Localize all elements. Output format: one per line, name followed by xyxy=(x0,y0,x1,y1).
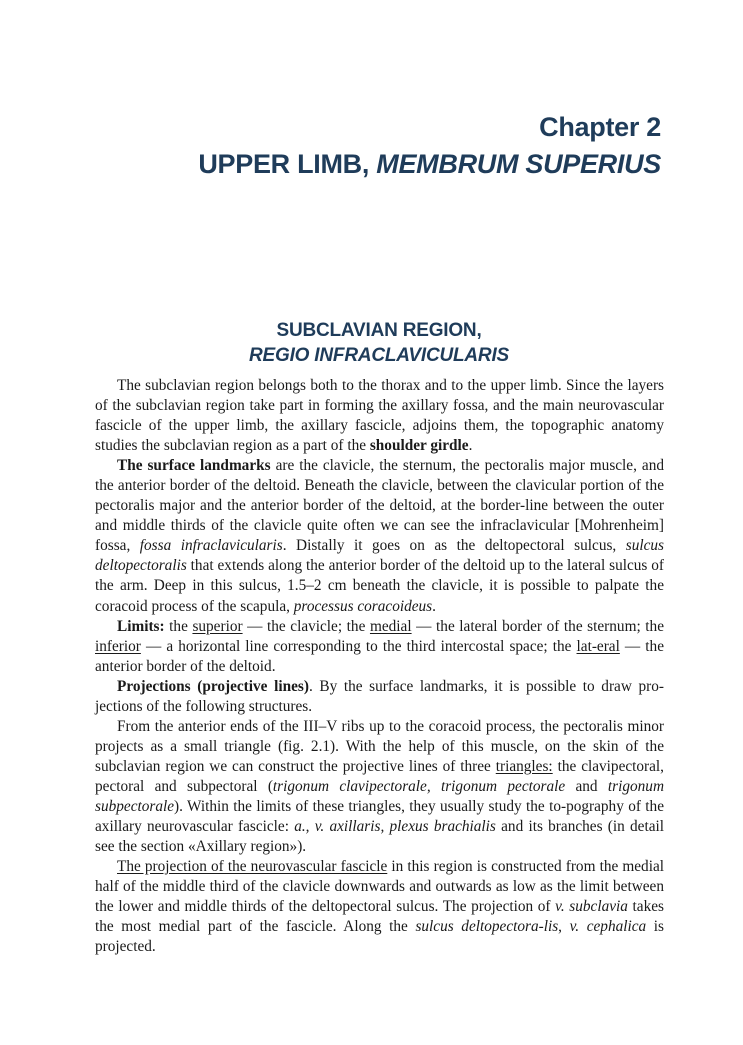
text-run: and xyxy=(565,777,608,795)
paragraph-limits xyxy=(95,617,664,677)
latin-term: v. subclavia xyxy=(555,898,628,916)
text-run: The subclavian region belongs both to the thorax and to the upper limb. Since the layers of the subclavian region take part in forming the axillary fossa, and the main neurovascular fascicle of the upper limb, the axillary fascicle, adjoins them, the topographic anatomy studies the subclavian region as a part of the xyxy=(95,377,664,455)
underlined-term: medial xyxy=(369,617,412,635)
text-run: ). Within the limits of these triangles, they usually study the to-pography of the axillary neurovascular fascicle: xyxy=(95,797,664,836)
latin-term: sulcus deltopectora-lis xyxy=(415,918,559,936)
text-run: the xyxy=(164,617,193,635)
underlined-term: lat-eral xyxy=(576,637,620,655)
text-run: From the anterior ends of the III–V ribs up to the coracoid process, the pectoralis minor projects as a small triangle (fig. 2.1). With the help of this muscle, on the skin of the subclavian region we can construct the projective lines of three xyxy=(95,717,664,775)
underlined-term: triangles: xyxy=(495,757,553,775)
text-run: . xyxy=(432,597,436,615)
chapter-title-latin: MEMBRUM SUPERIUS xyxy=(376,149,661,179)
text-run: in this region is constructed from the medial half of the middle third of the clavicle downwards and outwards as low as the limit between the lower and middle thirds of the deltopectoral sulcus. The projection of xyxy=(95,858,664,916)
text-run: — the anterior border of the deltoid. xyxy=(95,637,664,675)
text-run: . Distally it goes on as the deltopectoral sulcus, xyxy=(282,537,626,555)
text-run: the clavipectoral, pectoral and subpectoral ( xyxy=(95,757,664,795)
section-title: SUBCLAVIAN REGION, xyxy=(276,320,482,341)
text-run: — the lateral border of the sternum; the xyxy=(411,617,664,635)
text-run: . By the surface landmarks, it is possible to draw pro-jections of the following structures. xyxy=(95,677,664,715)
text-run: is projected. xyxy=(95,918,665,956)
chapter-title xyxy=(198,146,661,182)
latin-term: trigonum clavipectorale, trigonum pectorale xyxy=(272,777,566,795)
paragraph-fascicle-projection xyxy=(95,857,664,957)
section-heading xyxy=(95,318,663,368)
bold-term: The surface landmarks xyxy=(117,457,271,475)
text-run: . xyxy=(468,437,473,455)
text-run: , xyxy=(558,918,570,936)
underlined-term: The projection of the neurovascular fascicle xyxy=(117,858,388,876)
chapter-heading xyxy=(198,110,661,182)
text-run: — a horizontal line corresponding to the third intercostal space; the xyxy=(140,637,577,655)
text-run: — the clavicle; the xyxy=(242,617,370,635)
chapter-title-plain: UPPER LIMB, xyxy=(198,149,377,179)
bold-term: Projections (projective lines) xyxy=(117,677,309,695)
text-run: are the clavicle, the sternum, the pectoralis major muscle, and the anterior border of the deltoid. Beneath the clavicle, between the clavicular portion of the pectoralis major and the anterior border of the deltoid, at the border-line between the outer and middle thirds of the clavicle quite often we can see the infraclavicular [Mohrenheim] fossa, xyxy=(95,457,664,555)
text-run: that extends along the anterior border of the deltoid up to the lateral sulcus of the arm. Deep in this sulcus, 1.5–2 cm beneath the clavicle, it is possible to palpate the coracoid process of the scapula, xyxy=(95,557,664,615)
bold-term: Limits: xyxy=(117,617,165,635)
latin-term: trigonum subpectorale xyxy=(95,777,664,815)
section-title-latin: REGIO INFRACLAVICULARIS xyxy=(249,345,509,366)
text-run: takes the most medial part of the fascicle. Along the xyxy=(95,898,664,936)
bold-term: shoulder girdle xyxy=(369,437,469,455)
body-text xyxy=(95,376,664,957)
latin-term: v. cephalica xyxy=(569,918,647,936)
latin-term: processus coracoideus xyxy=(293,597,433,615)
paragraph-surface-landmarks xyxy=(95,456,664,616)
paragraph-intro xyxy=(95,376,664,456)
chapter-number: Chapter 2 xyxy=(539,112,661,142)
text-run: and its branches (in detail see the section «Axillary region»). xyxy=(95,818,664,856)
paragraph-projections xyxy=(95,677,664,717)
underlined-term: inferior xyxy=(95,637,141,655)
latin-term: a., v. axillaris, plexus brachialis xyxy=(294,818,496,836)
latin-term: sulcus deltopectoralis xyxy=(95,537,665,575)
underlined-term: superior xyxy=(192,617,243,635)
paragraph-pectoralis-minor xyxy=(95,717,664,857)
latin-term: fossa infraclavicularis xyxy=(139,537,283,555)
